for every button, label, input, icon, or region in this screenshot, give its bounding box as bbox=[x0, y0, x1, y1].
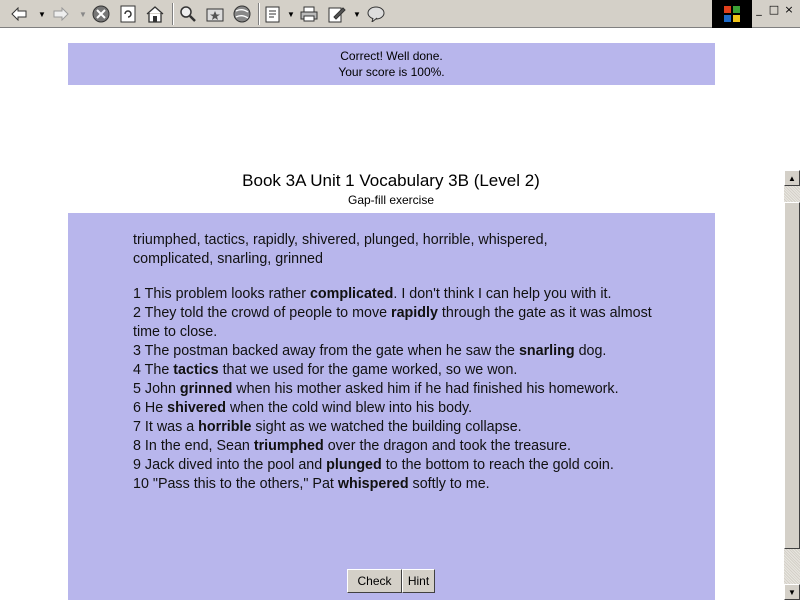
toolbar-separator bbox=[172, 3, 174, 25]
forward-icon[interactable] bbox=[50, 3, 72, 25]
feedback-message: Correct! Well done. bbox=[340, 49, 443, 63]
answer-word: complicated bbox=[309, 286, 394, 302]
search-icon[interactable] bbox=[177, 3, 199, 25]
answer-word: triumphed bbox=[253, 438, 324, 454]
question-item: 1 This problem looks rather complicated. I don't think I can help you with it. bbox=[133, 286, 612, 302]
question-item: 6 He shivered when the cold wind blew into his body. bbox=[133, 400, 473, 416]
answer-word: shivered bbox=[167, 400, 226, 416]
scroll-down-icon[interactable]: ▼ bbox=[784, 584, 800, 600]
check-button[interactable]: Check bbox=[347, 569, 402, 593]
question-item: 9 Jack dived into the pool and plunged to the bottom to reach the gold coin. bbox=[133, 457, 614, 473]
restore-icon[interactable]: □ bbox=[768, 2, 780, 16]
edit-icon[interactable] bbox=[326, 3, 348, 25]
toolbar-separator bbox=[258, 3, 260, 25]
refresh-icon[interactable] bbox=[117, 3, 139, 25]
answer-word: horrible bbox=[198, 419, 252, 435]
discuss-icon[interactable] bbox=[365, 3, 387, 25]
feedback-box bbox=[68, 43, 715, 85]
forward-dropdown-icon[interactable]: ▼ bbox=[79, 9, 87, 19]
home-icon[interactable] bbox=[143, 3, 167, 25]
scroll-up-icon[interactable]: ▲ bbox=[784, 170, 800, 186]
page-subtitle: Gap-fill exercise bbox=[347, 193, 435, 207]
stop-icon[interactable] bbox=[90, 3, 112, 25]
answer-word: grinned bbox=[179, 381, 233, 397]
back-dropdown-icon[interactable]: ▼ bbox=[38, 9, 46, 19]
browser-toolbar bbox=[0, 0, 800, 28]
hint-button[interactable]: Hint bbox=[402, 569, 435, 593]
mail-dropdown-icon[interactable]: ▼ bbox=[287, 9, 295, 19]
minimize-icon[interactable]: _ bbox=[756, 2, 762, 16]
exercise-panel bbox=[68, 213, 715, 600]
question-item: 10 "Pass this to the others," Pat whispered softly to me. bbox=[133, 476, 490, 492]
back-icon[interactable] bbox=[8, 3, 30, 25]
windows-logo-icon bbox=[712, 0, 752, 28]
answer-word: snarling bbox=[518, 343, 575, 359]
question-list bbox=[133, 285, 663, 494]
question-item: 4 The tactics that we used for the game worked, so we won. bbox=[133, 362, 518, 378]
answer-word: whispered bbox=[337, 476, 409, 492]
vertical-scrollbar[interactable] bbox=[784, 170, 800, 600]
close-icon[interactable]: × bbox=[784, 2, 794, 16]
score-text: Your score is 100%. bbox=[338, 65, 445, 79]
answer-word: tactics bbox=[173, 362, 219, 378]
history-icon[interactable] bbox=[231, 3, 253, 25]
word-list: triumphed, tactics, rapidly, shivered, plunged, horrible, whispered, complicated, snarling, grinned bbox=[133, 232, 548, 267]
edit-dropdown-icon[interactable]: ▼ bbox=[353, 9, 361, 19]
question-item: 7 It was a horrible sight as we watched the building collapse. bbox=[133, 419, 522, 435]
answer-word: rapidly bbox=[391, 305, 438, 321]
question-item: 8 In the end, Sean triumphed over the dragon and took the treasure. bbox=[133, 438, 571, 454]
question-item: 3 The postman backed away from the gate when he saw the snarling dog. bbox=[133, 343, 607, 359]
question-item: 5 John grinned when his mother asked him if he had finished his homework. bbox=[133, 381, 619, 397]
answer-word: plunged bbox=[326, 457, 382, 473]
favorites-icon[interactable] bbox=[204, 3, 226, 25]
print-icon[interactable] bbox=[298, 3, 320, 25]
page-title: Book 3A Unit 1 Vocabulary 3B (Level 2) bbox=[242, 171, 540, 190]
question-item: 2 They told the crowd of people to move rapidly through the gate as it was almost time to close. bbox=[133, 305, 652, 340]
scrollbar-thumb[interactable] bbox=[784, 202, 800, 549]
mail-icon[interactable] bbox=[263, 3, 285, 25]
